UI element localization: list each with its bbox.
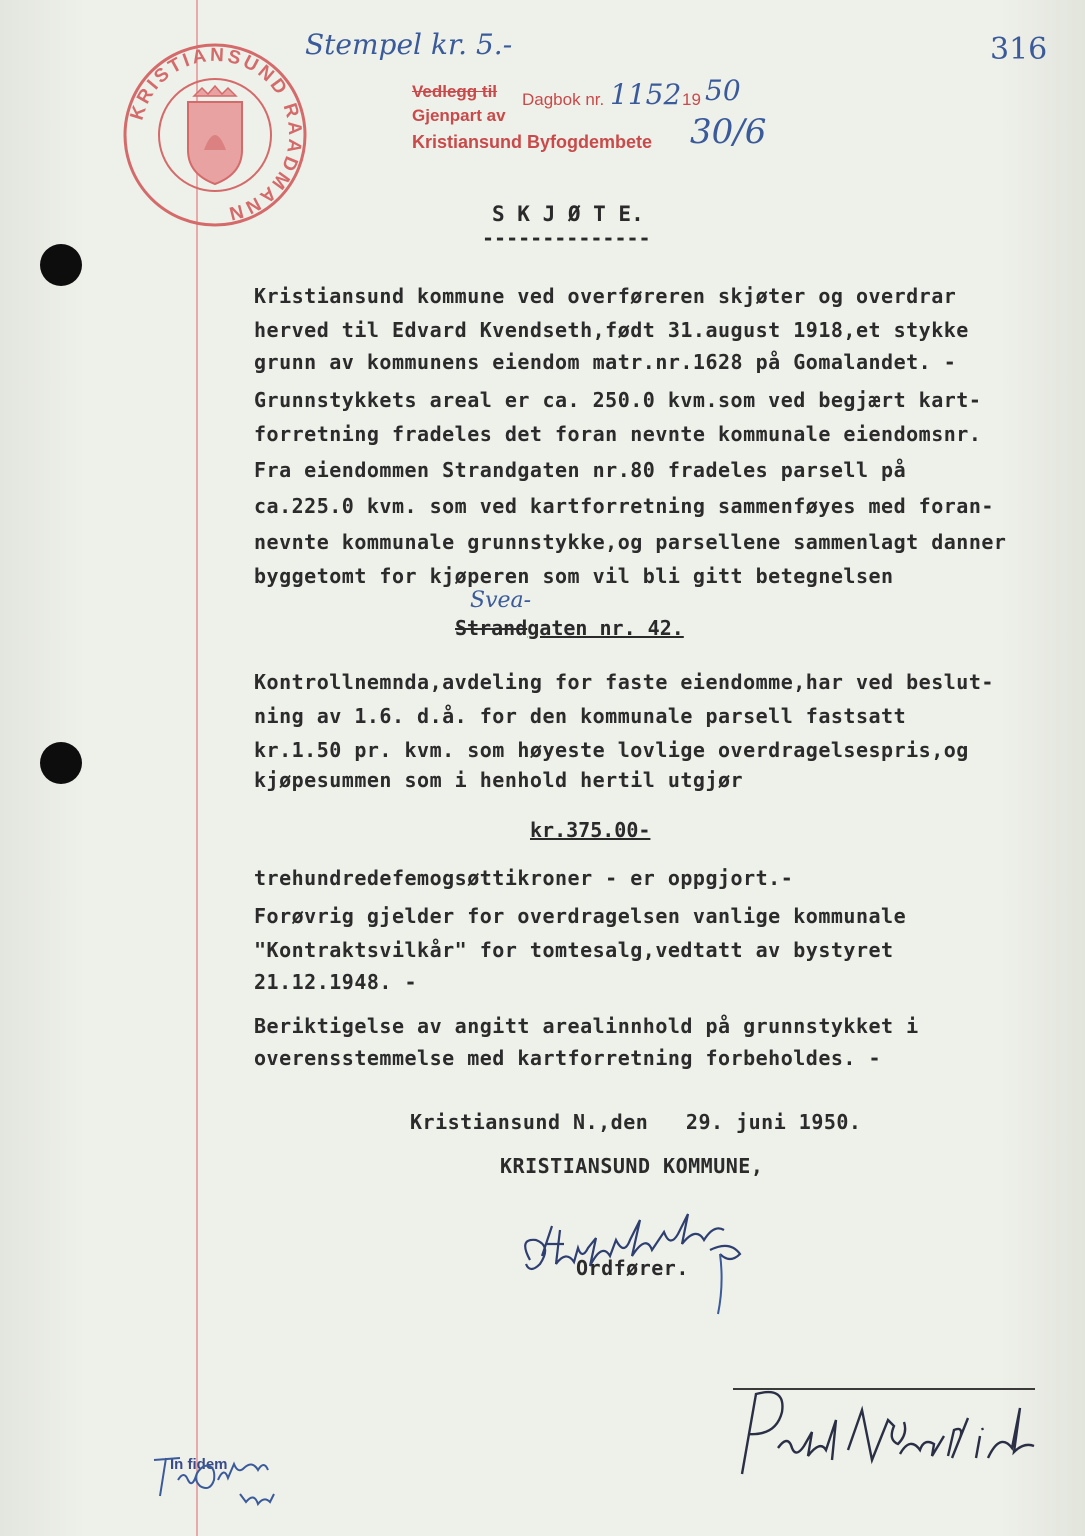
body-line: Kontrollnemnda,avdeling for faste eiendomme,har ved beslut-: [254, 670, 994, 694]
body-line: forretning fradeles det foran nevnte kommunale eiendomsnr.: [254, 422, 982, 446]
stamp-line-1: Vedlegg til: [412, 82, 498, 101]
punch-hole: [40, 742, 82, 784]
in-fidem-stamp: In fidem: [170, 1456, 228, 1473]
dagbok-number: 1152: [610, 78, 682, 111]
page-number: 316: [990, 32, 1048, 67]
margin-rule: [196, 0, 198, 1536]
stamp-line-3: Kristiansund Byfogdembete: [412, 132, 653, 152]
signatory-org: KRISTIANSUND KOMMUNE,: [500, 1154, 764, 1178]
body-line: 21.12.1948. -: [254, 970, 418, 994]
title-rule: --------------: [482, 226, 651, 250]
body-line: herved til Edvard Kvendseth,født 31.august 1918,et stykke: [254, 318, 969, 342]
initials-signature-icon: [148, 1446, 288, 1516]
body-line: ca.225.0 kvm. som ved kartforretning sammenføyes med foran-: [254, 494, 994, 518]
judge-signature-icon: [730, 1378, 1050, 1488]
signatory-title: Ordfører.: [576, 1256, 689, 1280]
body-line: overensstemmelse med kartforretning forbeholdes. -: [254, 1046, 882, 1070]
street-hand-insert: Svea-: [470, 588, 532, 613]
punch-hole: [40, 244, 82, 286]
municipal-seal-icon: [120, 40, 310, 230]
body-line: Grunnstykkets areal er ca. 250.0 kvm.som ved begjært kart-: [254, 388, 982, 412]
body-line: nevnte kommunale grunnstykke,og parsellene sammenlagt danner: [254, 530, 1007, 554]
body-line: grunn av kommunens eiendom matr.nr.1628 på Gomalandet. -: [254, 350, 957, 374]
body-line: "Kontraktsvilkår" for tomtesalg,vedtatt av bystyret: [254, 938, 894, 962]
date-hand: 30/6: [690, 112, 767, 152]
dagbok-label: Dagbok nr.: [522, 90, 605, 109]
body-line: ning av 1.6. d.å. for den kommunale parsell fastsatt: [254, 704, 907, 728]
body-line: kjøpesummen som i henhold hertil utgjør: [254, 768, 744, 792]
body-line: Kristiansund kommune ved overføreren skjøter og overdrar: [254, 284, 957, 308]
stamp-fee-note: Stempel kr. 5.-: [305, 28, 513, 61]
place-date: Kristiansund N.,den 29. juni 1950.: [410, 1110, 862, 1134]
year-prefix: 19: [682, 90, 701, 109]
body-line: trehundredefemogsøttikroner - er oppgjort.-: [254, 866, 794, 890]
street-name: Strandgaten nr. 42.: [455, 616, 684, 640]
year-suffix: 50: [705, 74, 741, 107]
document-title: S K J Ø T E.: [492, 202, 644, 226]
stamp-line-2: Gjenpart av: [412, 106, 506, 125]
purchase-amount: kr.375.00-: [530, 818, 651, 842]
svg-text:KRISTIANSUND RAADMANN: KRISTIANSUND RAADMANN: [126, 44, 306, 225]
body-line: byggetomt for kjøperen som vil bli gitt betegnelsen: [254, 564, 894, 588]
body-line: Beriktigelse av angitt arealinnhold på grunnstykket i: [254, 1014, 919, 1038]
body-line: Fra eiendommen Strandgaten nr.80 fradeles parsell på: [254, 458, 907, 482]
body-line: kr.1.50 pr. kvm. som høyeste lovlige overdragelsespris,og: [254, 738, 969, 762]
body-line: Forøvrig gjelder for overdragelsen vanlige kommunale: [254, 904, 907, 928]
